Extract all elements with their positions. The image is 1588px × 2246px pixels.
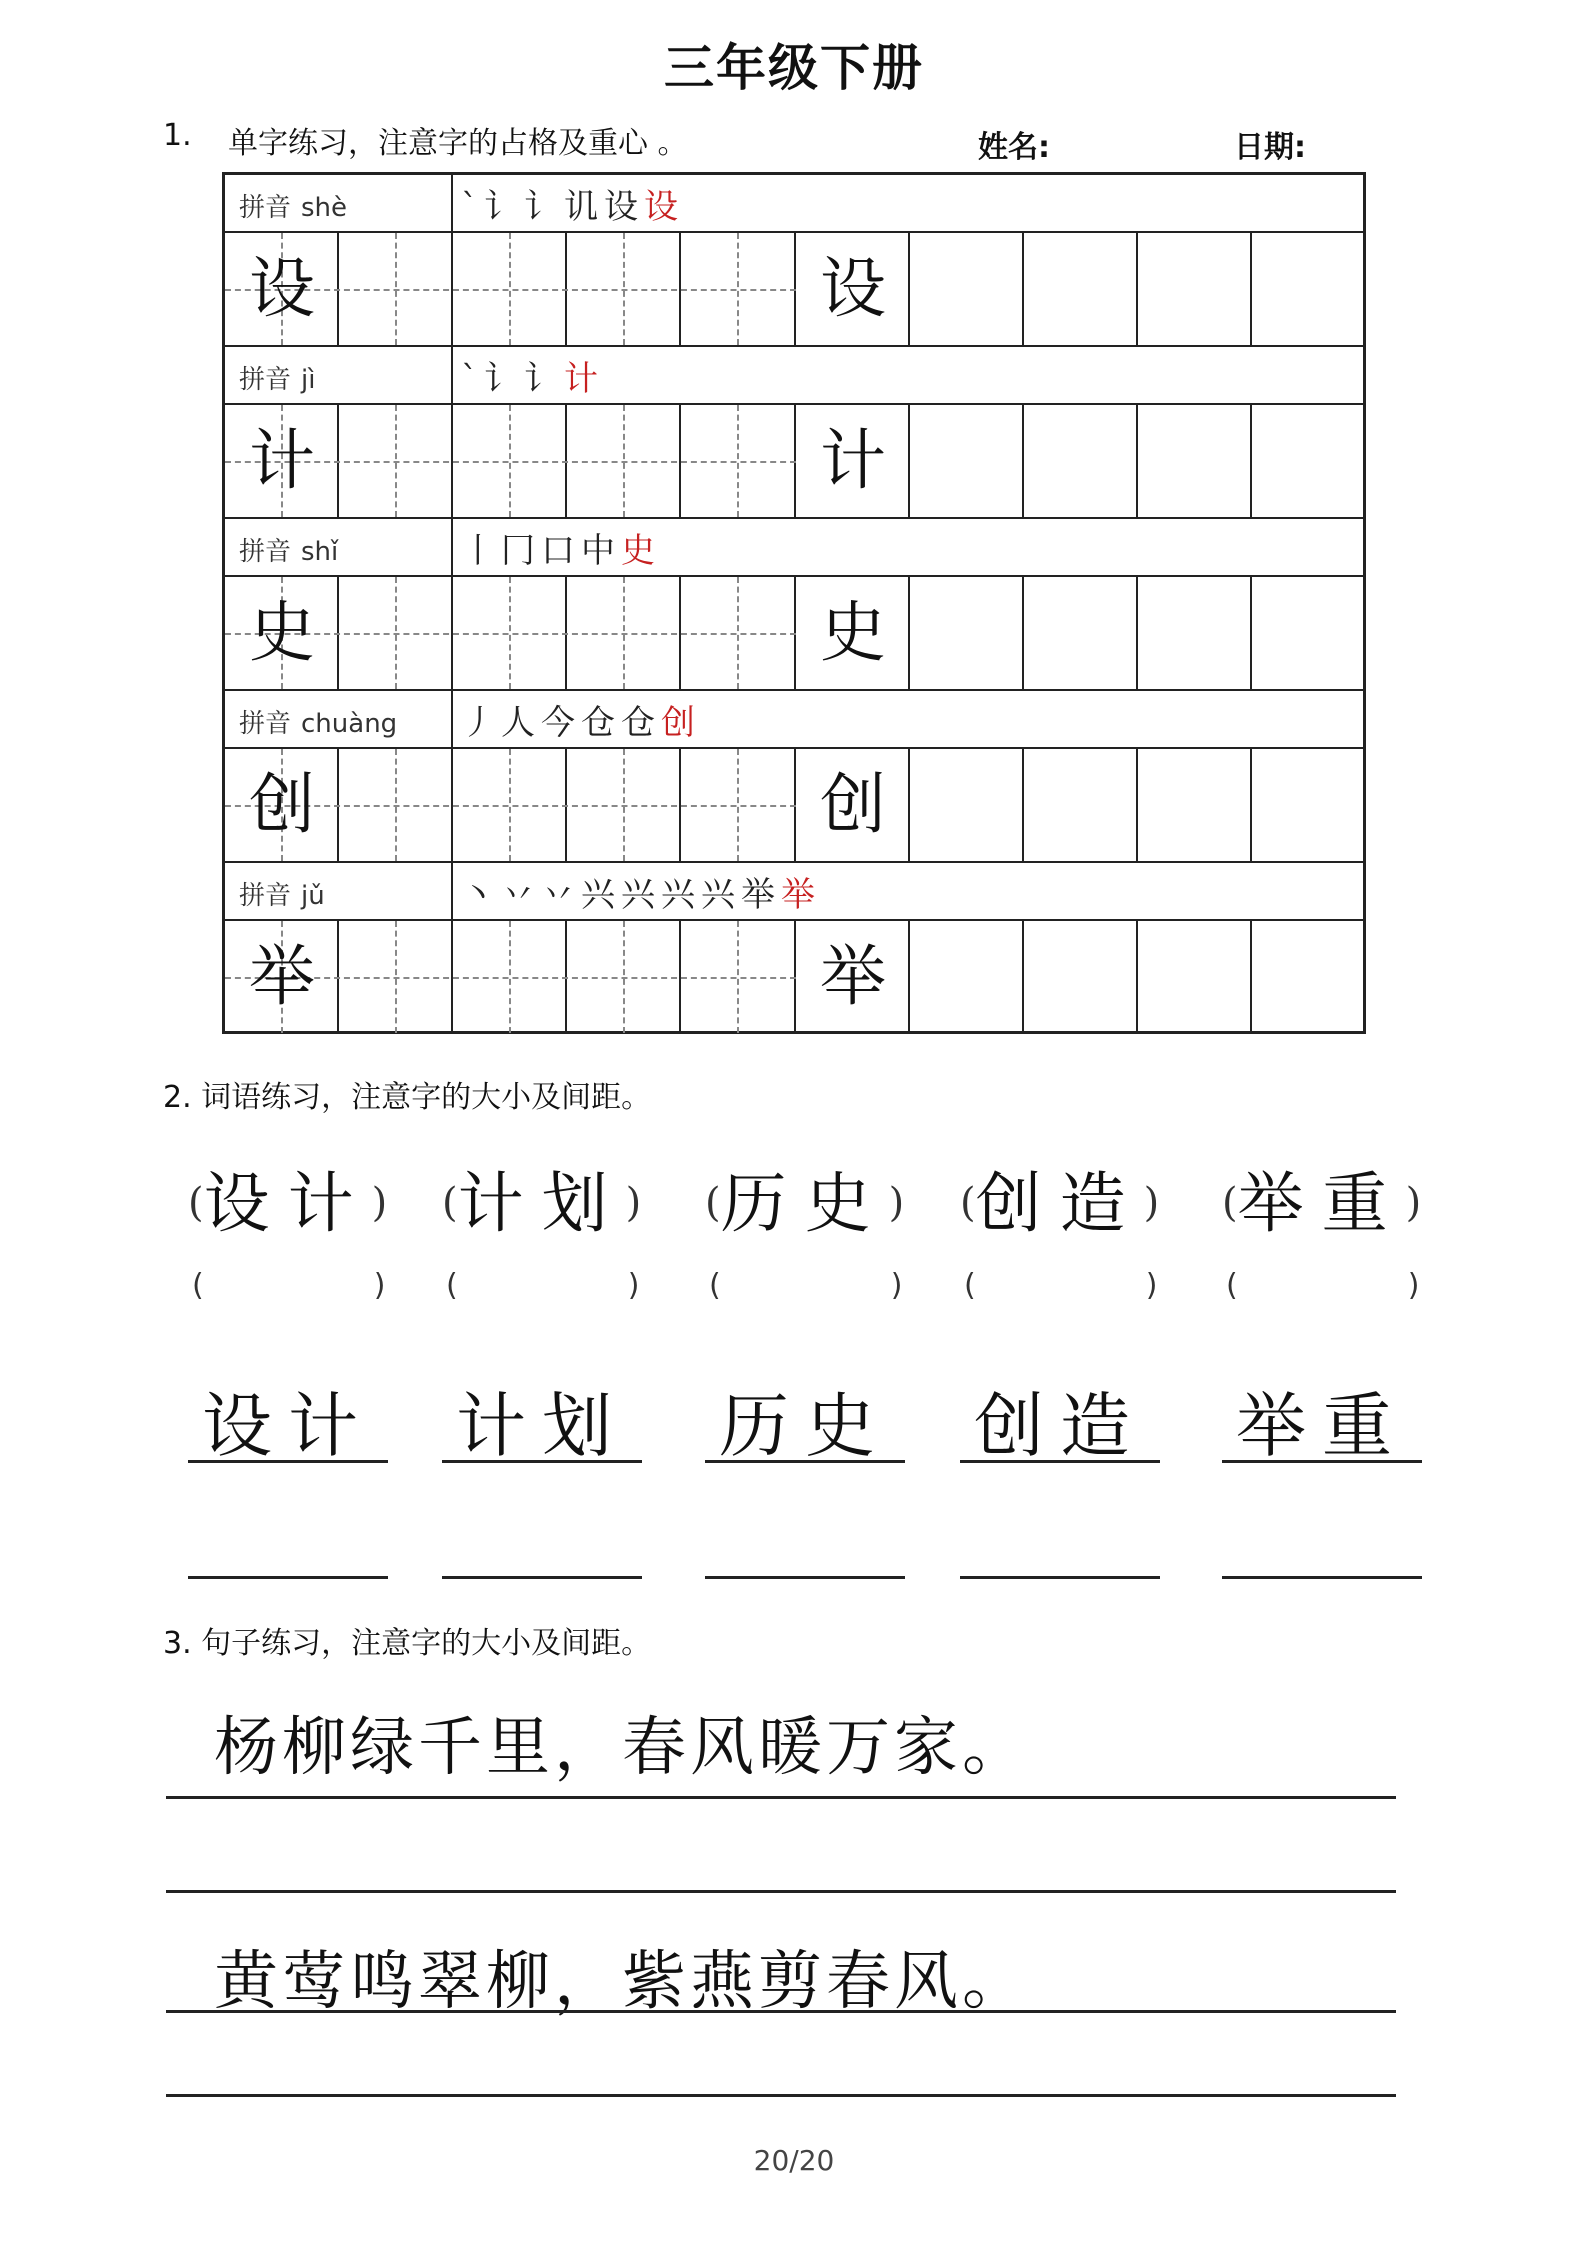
open-paren: ( xyxy=(446,1268,458,1303)
word-underline xyxy=(188,1460,388,1463)
word-text: 设计 xyxy=(203,1165,372,1242)
pinyin-text: shǐ xyxy=(301,537,339,567)
word-text: 举重 xyxy=(1237,1165,1406,1242)
word-underline xyxy=(960,1460,1160,1463)
open-paren: ( xyxy=(442,1180,458,1226)
close-paren: ) xyxy=(890,1268,903,1303)
open-paren: ( xyxy=(188,1180,204,1226)
open-paren: ( xyxy=(192,1268,204,1303)
stroke-step: 创 xyxy=(661,703,701,743)
sentence-line xyxy=(166,1796,1396,1799)
name-label: 姓名: xyxy=(978,130,1050,165)
practice-cell[interactable] xyxy=(1252,749,1363,861)
page-number: 20/20 xyxy=(753,2144,835,2177)
character-row xyxy=(225,405,1363,519)
model-character: 计 xyxy=(249,422,315,499)
pinyin-row xyxy=(225,519,1363,577)
stroke-step: 讥 xyxy=(564,187,604,227)
word-with-parens xyxy=(188,1150,387,1245)
character-row xyxy=(225,233,1363,347)
open-paren: ( xyxy=(705,1180,721,1226)
practice-cell[interactable] xyxy=(1138,577,1252,689)
stroke-order xyxy=(461,867,821,916)
close-paren: ) xyxy=(888,1180,905,1226)
practice-cell[interactable] xyxy=(1024,233,1138,345)
stroke-step: 兴 xyxy=(701,875,741,915)
section2-heading: 2. 词语练习，注意字的大小及间距。 xyxy=(163,1080,652,1115)
practice-cell[interactable] xyxy=(1252,921,1363,1033)
word-with-parens xyxy=(960,1150,1159,1245)
page-title: 三年级下册 xyxy=(664,39,924,97)
stroke-step: 人 xyxy=(501,703,541,743)
close-paren: ) xyxy=(1407,1268,1420,1303)
word-underline xyxy=(1222,1460,1422,1463)
model-word: 举重 xyxy=(1236,1385,1408,1467)
pinyin-text: jǔ xyxy=(301,881,325,911)
open-paren: ( xyxy=(709,1268,721,1303)
open-paren: ( xyxy=(964,1268,976,1303)
blank-parens[interactable] xyxy=(709,1268,902,1303)
open-paren: ( xyxy=(960,1180,976,1226)
model-character: 举 xyxy=(249,938,315,1015)
open-paren: ( xyxy=(1226,1268,1238,1303)
stroke-step: 仓 xyxy=(621,703,661,743)
model-character: 史 xyxy=(820,594,886,671)
close-paren: ) xyxy=(1145,1268,1158,1303)
model-character: 举 xyxy=(820,938,886,1015)
practice-cell[interactable] xyxy=(1024,749,1138,861)
stroke-step: 兴 xyxy=(661,875,701,915)
model-character: 史 xyxy=(249,594,315,671)
stroke-step: 丶 xyxy=(461,875,501,915)
pinyin-text: chuàng xyxy=(301,709,398,739)
word-with-parens xyxy=(442,1150,641,1245)
close-paren: ) xyxy=(373,1268,386,1303)
stroke-step: 设 xyxy=(604,187,644,227)
stroke-step: 丿 xyxy=(461,703,501,743)
practice-cell[interactable] xyxy=(1252,405,1363,517)
word-writing-line[interactable] xyxy=(1222,1576,1422,1579)
stroke-step: 丨 xyxy=(461,531,501,571)
word-underline xyxy=(442,1460,642,1463)
model-character: 设 xyxy=(249,250,315,327)
pinyin-label: 拼音 xyxy=(239,881,292,911)
stroke-order xyxy=(461,695,701,744)
practice-cell[interactable] xyxy=(1024,405,1138,517)
sentence-model-2: 黄莺鸣翠柳，紫燕剪春风。 xyxy=(214,1945,1030,2019)
stroke-order xyxy=(461,351,604,400)
model-character: 计 xyxy=(820,422,886,499)
pinyin-cell xyxy=(225,175,453,231)
sentence-writing-line[interactable] xyxy=(166,1890,1396,1893)
section1-instruction: 单字练习，注意字的占格及重心 。 xyxy=(228,126,688,161)
character-row xyxy=(225,921,1363,1035)
stroke-step: 讠 xyxy=(524,187,564,227)
practice-cell[interactable] xyxy=(910,749,1024,861)
close-paren: ) xyxy=(627,1268,640,1303)
stroke-step: 兴 xyxy=(621,875,661,915)
model-word: 历史 xyxy=(719,1385,891,1467)
practice-cell[interactable] xyxy=(1138,405,1252,517)
model-character: 创 xyxy=(249,766,315,843)
model-word: 计划 xyxy=(456,1385,628,1467)
pinyin-cell xyxy=(225,519,453,575)
word-underline xyxy=(705,1460,905,1463)
model-character: 设 xyxy=(820,250,886,327)
practice-cell[interactable] xyxy=(1138,921,1252,1033)
sentence-writing-line[interactable] xyxy=(166,2094,1396,2097)
pinyin-cell xyxy=(225,691,453,747)
stroke-order xyxy=(461,523,661,572)
stroke-step: 兴 xyxy=(581,875,621,915)
stroke-step: 设 xyxy=(644,187,684,227)
blank-parens[interactable] xyxy=(964,1268,1157,1303)
practice-cell[interactable] xyxy=(910,921,1024,1033)
practice-cell[interactable] xyxy=(1138,749,1252,861)
stroke-step: 举 xyxy=(741,875,781,915)
character-practice-grid xyxy=(222,172,1366,1034)
pinyin-label: 拼音 xyxy=(239,193,292,223)
sentence-model-1: 杨柳绿千里，春风暖万家。 xyxy=(214,1711,1030,1785)
practice-cell[interactable] xyxy=(910,405,1024,517)
model-word: 设计 xyxy=(202,1385,374,1467)
stroke-step: 今 xyxy=(541,703,581,743)
practice-cell[interactable] xyxy=(910,577,1024,689)
blank-parens[interactable] xyxy=(446,1268,639,1303)
word-with-parens xyxy=(1222,1150,1421,1245)
word-writing-line[interactable] xyxy=(960,1576,1160,1579)
practice-cell[interactable] xyxy=(910,233,1024,345)
character-row xyxy=(225,749,1363,863)
open-paren: ( xyxy=(1222,1180,1238,1226)
close-paren: ) xyxy=(1405,1180,1422,1226)
pinyin-row xyxy=(225,863,1363,921)
blank-parens[interactable] xyxy=(1226,1268,1419,1303)
close-paren: ) xyxy=(371,1180,388,1226)
model-character: 创 xyxy=(820,766,886,843)
word-text: 创造 xyxy=(975,1165,1144,1242)
stroke-step: ` xyxy=(461,359,484,399)
pinyin-row xyxy=(225,175,1363,233)
word-writing-line[interactable] xyxy=(188,1576,388,1579)
word-writing-line[interactable] xyxy=(442,1576,642,1579)
practice-cell[interactable] xyxy=(1138,233,1252,345)
pinyin-cell xyxy=(225,347,453,403)
practice-cell[interactable] xyxy=(1024,577,1138,689)
section3-heading: 3. 句子练习，注意字的大小及间距。 xyxy=(163,1626,652,1661)
pinyin-row xyxy=(225,347,1363,405)
stroke-step: 史 xyxy=(621,531,661,571)
stroke-step: 举 xyxy=(781,875,821,915)
word-text: 历史 xyxy=(720,1165,889,1242)
pinyin-label: 拼音 xyxy=(239,537,292,567)
pinyin-text: shè xyxy=(301,193,348,223)
close-paren: ) xyxy=(1143,1180,1160,1226)
model-word: 创造 xyxy=(974,1385,1146,1467)
word-with-parens xyxy=(705,1150,904,1245)
stroke-step: 中 xyxy=(581,531,621,571)
section1-number: 1. xyxy=(163,118,192,153)
pinyin-cell xyxy=(225,863,453,919)
pinyin-text: jì xyxy=(301,365,316,395)
pinyin-label: 拼音 xyxy=(239,365,292,395)
stroke-step: 讠 xyxy=(484,359,524,399)
practice-cell[interactable] xyxy=(1024,921,1138,1033)
blank-parens[interactable] xyxy=(192,1268,385,1303)
close-paren: ) xyxy=(625,1180,642,1226)
stroke-step: 冂 xyxy=(501,531,541,571)
pinyin-label: 拼音 xyxy=(239,709,292,739)
stroke-step: 讠 xyxy=(484,187,524,227)
practice-cell[interactable] xyxy=(1252,233,1363,345)
stroke-step: 仓 xyxy=(581,703,621,743)
stroke-step: 计 xyxy=(564,359,604,399)
practice-cell[interactable] xyxy=(1252,577,1363,689)
pinyin-row xyxy=(225,691,1363,749)
character-row xyxy=(225,577,1363,691)
stroke-step: 讠 xyxy=(524,359,564,399)
stroke-order xyxy=(461,179,684,228)
sentence-line xyxy=(166,2010,1396,2013)
date-label: 日期: xyxy=(1234,130,1306,165)
stroke-step: ` xyxy=(461,187,484,227)
stroke-step: 丷 xyxy=(541,875,581,915)
stroke-step: 丷 xyxy=(501,875,541,915)
word-writing-line[interactable] xyxy=(705,1576,905,1579)
stroke-step: 口 xyxy=(541,531,581,571)
word-text: 计划 xyxy=(457,1165,626,1242)
